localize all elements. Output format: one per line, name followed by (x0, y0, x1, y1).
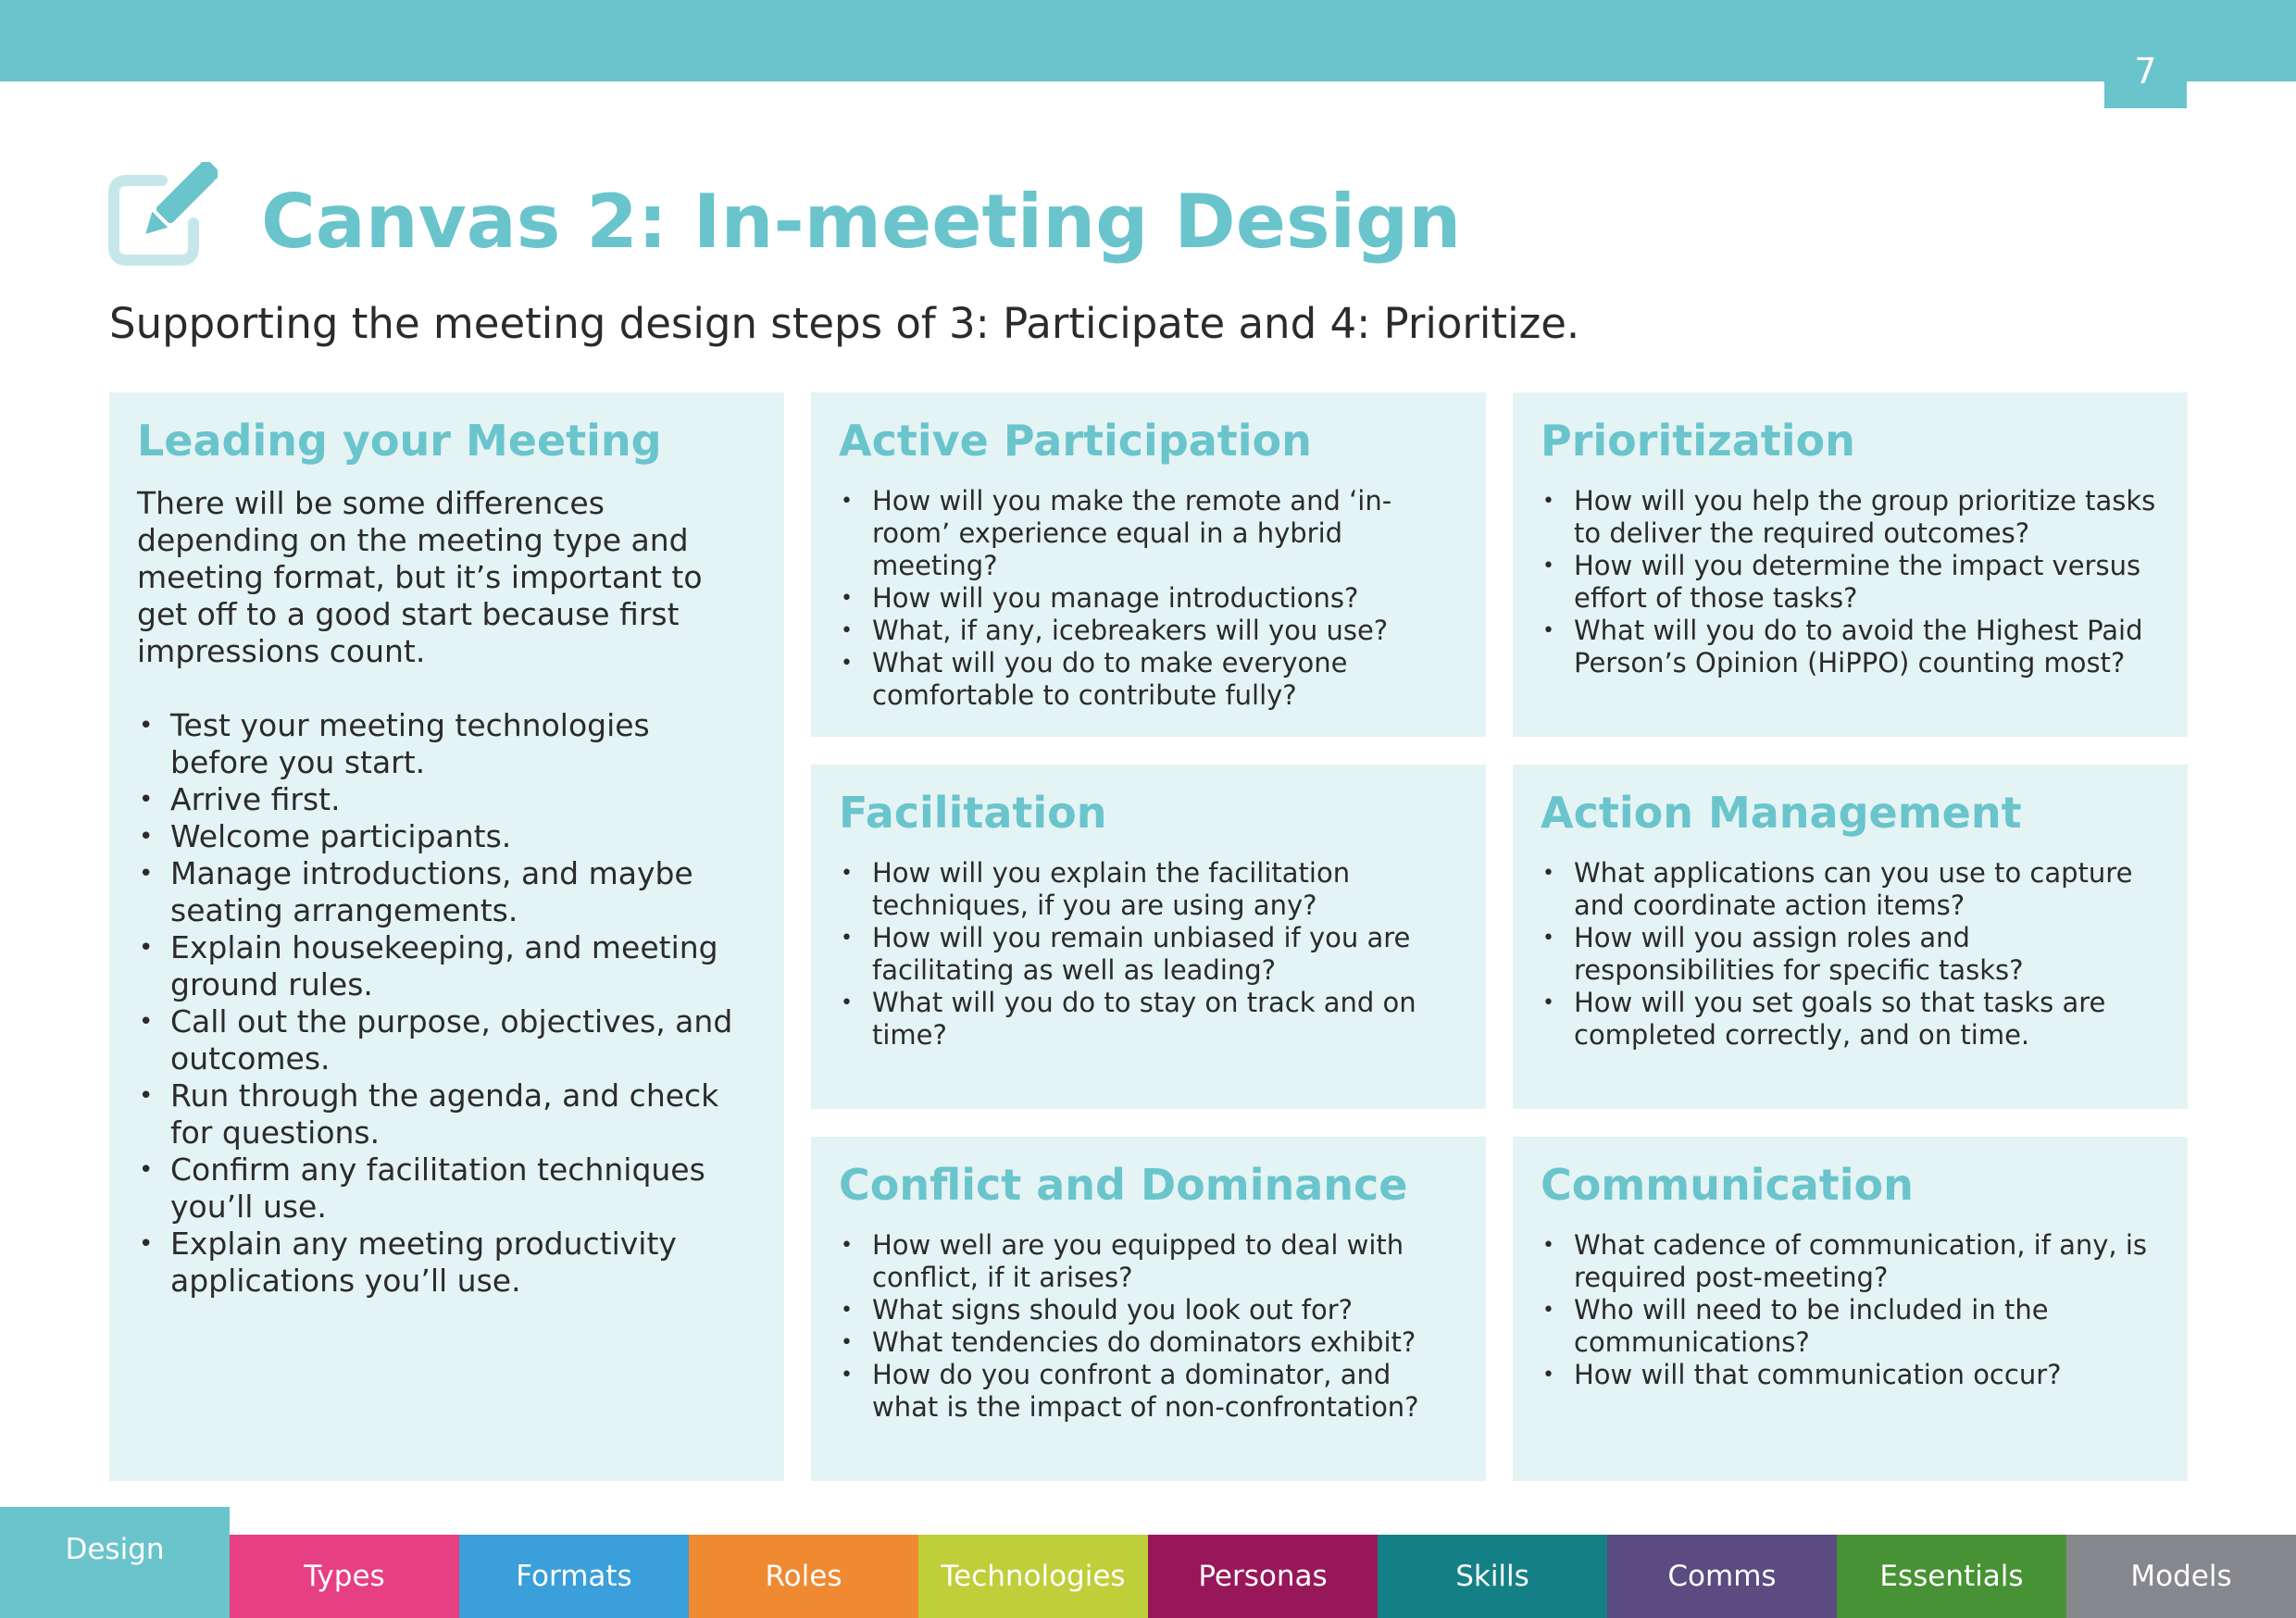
panel-title: Prioritization (1541, 416, 1855, 466)
list-item: • How will you explain the facilitation techniques, if you are using any? (839, 857, 1458, 922)
list-item: • What signs should you look out for? (839, 1294, 1458, 1326)
list-item: • Who will need to be included in the communications? (1541, 1294, 2160, 1359)
nav-tab-skills[interactable]: Skills (1378, 1535, 1607, 1618)
page-number: 7 (2104, 0, 2187, 108)
panel-title: Facilitation (839, 788, 1107, 838)
panel-title: Conflict and Dominance (839, 1160, 1408, 1210)
edit-pencil-icon (106, 162, 218, 273)
list-item: • Call out the purpose, objectives, and outcomes. (137, 1003, 756, 1077)
section-nav (0, 1507, 2296, 1618)
list-item: • How will you make the remote and ‘in-room’ experience equal in a hybrid meeting? (839, 485, 1458, 582)
panel-title: Action Management (1541, 788, 2022, 838)
list-item: • What, if any, icebreakers will you use? (839, 615, 1458, 647)
panel-conflict-and-dominance (811, 1137, 1486, 1481)
nav-tab-technologies[interactable]: Technologies (918, 1535, 1148, 1618)
panel-title: Active Participation (839, 416, 1312, 466)
list-item: • Explain any meeting productivity applications you’ll use. (137, 1226, 756, 1300)
nav-tab-personas[interactable]: Personas (1148, 1535, 1378, 1618)
panel-communication (1513, 1137, 2188, 1481)
list-item: • What cadence of communication, if any, is required post-meeting? (1541, 1229, 2160, 1294)
list-item: • What will you do to stay on track and on time? (839, 987, 1458, 1052)
panel-facilitation (811, 765, 1486, 1109)
list-item: • Confirm any facilitation techniques you’ll use. (137, 1151, 756, 1226)
list-item: • How do you confront a dominator, and what is the impact of non-confrontation? (839, 1359, 1458, 1424)
panel-leading-your-meeting (109, 392, 784, 1481)
panel-prioritization (1513, 392, 2188, 737)
page-title: Canvas 2: In-meeting Design (261, 179, 1462, 265)
list-item: • How will you assign roles and responsibilities for specific tasks? (1541, 922, 2160, 987)
list-item: • What tendencies do dominators exhibit? (839, 1326, 1458, 1359)
list-item: • Manage introductions, and maybe seating arrangements. (137, 855, 756, 929)
panel-action-management (1513, 765, 2188, 1109)
list-item: • How will you determine the impact versus effort of those tasks? (1541, 550, 2160, 615)
bullet-list (137, 707, 756, 1300)
panel-active-participation (811, 392, 1486, 737)
list-item: • What will you do to avoid the Highest Paid Person’s Opinion (HiPPO) counting most? (1541, 615, 2160, 679)
bullet-list (1541, 857, 2160, 1052)
nav-tab-roles[interactable]: Roles (689, 1535, 918, 1618)
list-item: • How will you manage introductions? (839, 582, 1458, 615)
list-item: • How will that communication occur? (1541, 1359, 2160, 1391)
list-item: • How will you remain unbiased if you are facilitating as well as leading? (839, 922, 1458, 987)
bullet-list (1541, 1229, 2160, 1391)
list-item: • How will you help the group prioritize tasks to deliver the required outcomes? (1541, 485, 2160, 550)
top-banner (0, 0, 2296, 81)
nav-tab-models[interactable]: Models (2066, 1535, 2296, 1618)
nav-tab-comms[interactable]: Comms (1607, 1535, 1837, 1618)
list-item: • Run through the agenda, and check for questions. (137, 1077, 756, 1151)
bullet-list (839, 857, 1458, 1052)
list-item: • How will you set goals so that tasks are completed correctly, and on time. (1541, 987, 2160, 1052)
nav-tab-types[interactable]: Types (230, 1535, 459, 1618)
nav-tab-essentials[interactable]: Essentials (1837, 1535, 2066, 1618)
nav-tab-formats[interactable]: Formats (459, 1535, 689, 1618)
list-item: • Arrive first. (137, 781, 756, 818)
list-item: • Welcome participants. (137, 818, 756, 855)
page-subtitle: Supporting the meeting design steps of 3: Participate and 4: Prioritize. (109, 299, 1580, 348)
bullet-list (839, 485, 1458, 712)
nav-tab-design[interactable]: Design (0, 1507, 230, 1618)
list-item: • Explain housekeeping, and meeting ground rules. (137, 929, 756, 1003)
panel-title: Communication (1541, 1160, 1914, 1210)
bullet-list (1541, 485, 2160, 679)
list-item: • How well are you equipped to deal with conflict, if it arises? (839, 1229, 1458, 1294)
panel-title: Leading your Meeting (137, 416, 662, 466)
panel-intro: There will be some differences depending on the meeting type and meeting format, but it’s important to get off to a good start because first impressions count. (137, 485, 703, 669)
list-item: • Test your meeting technologies before you start. (137, 707, 756, 781)
list-item: • What applications can you use to capture and coordinate action items? (1541, 857, 2160, 922)
bullet-list (839, 1229, 1458, 1424)
list-item: • What will you do to make everyone comfortable to contribute fully? (839, 647, 1458, 712)
